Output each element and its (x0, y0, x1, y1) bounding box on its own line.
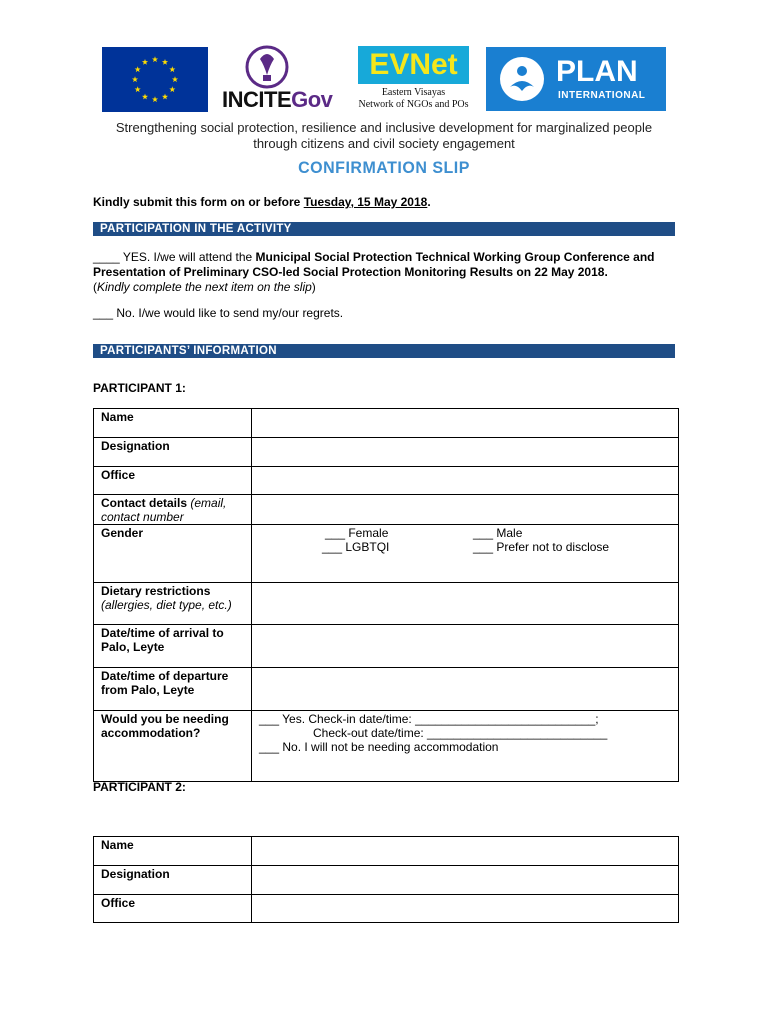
gender-options (252, 525, 679, 583)
eu-star-icon (142, 94, 148, 100)
office-field[interactable] (252, 895, 679, 923)
eu-star-icon (172, 76, 178, 82)
table-row (94, 866, 679, 895)
eu-star-icon (142, 59, 148, 65)
eu-star-icon (162, 59, 168, 65)
gender-label: Gender (94, 525, 252, 583)
arrival-label: Date/time of arrival to Palo, Leyte (94, 625, 252, 668)
dietary-field[interactable] (252, 583, 679, 625)
eu-star-icon (169, 66, 175, 72)
contact-label: Contact details (email, contact number (94, 495, 252, 525)
eu-stars-icon (102, 47, 208, 112)
table-row (94, 438, 679, 467)
accommodation-no-option[interactable]: ___ No. I will not be needing accommodation (259, 740, 499, 754)
office-field[interactable] (252, 467, 679, 495)
evnet-wordmark: EVNet (369, 48, 458, 81)
section-header-participation: PARTICIPATION IN THE ACTIVITY (93, 222, 675, 236)
arrival-field[interactable] (252, 625, 679, 668)
contact-field[interactable] (252, 495, 679, 525)
gender-female-option[interactable]: ___ Female (325, 526, 389, 540)
table-row (94, 467, 679, 495)
eu-star-icon (132, 76, 138, 82)
name-label: Name (94, 409, 252, 438)
incitegov-logo (222, 45, 342, 115)
submission-deadline: Kindly submit this form on or before Tuesday, 15 May 2018. (93, 195, 431, 209)
table-row (94, 495, 679, 525)
gender-lgbtqi-option[interactable]: ___ LGBTQI (322, 540, 390, 554)
name-label: Name (94, 837, 252, 866)
table-row (94, 525, 679, 583)
dietary-label: Dietary restrictions (allergies, diet type, etc.) (94, 583, 252, 625)
section-header-participants: PARTICIPANTS’ INFORMATION (93, 344, 675, 358)
eu-flag-logo (102, 47, 208, 112)
participant-2-heading: PARTICIPANT 2: (93, 780, 186, 794)
plan-wordmark: PLAN (556, 55, 638, 88)
departure-field[interactable] (252, 668, 679, 711)
eu-star-icon (162, 94, 168, 100)
designation-field[interactable] (252, 866, 679, 895)
evnet-logo (358, 46, 469, 114)
table-row (94, 711, 679, 782)
participant-2-table (93, 836, 679, 923)
eu-star-icon (152, 56, 158, 62)
table-row (94, 583, 679, 625)
attend-yes-option: ____ YES. I/we will attend the Municipal Social Protection Technical Working Group Conference and Presentation of Preliminary CSO-led Social Protection Monitoring Results on 22 May 2018. (Kindly complete the next item on the slip) (93, 250, 655, 294)
designation-label: Designation (94, 438, 252, 467)
designation-field[interactable] (252, 438, 679, 467)
page-title: CONFIRMATION SLIP (298, 159, 470, 178)
project-tagline: Strengthening social protection, resilience and inclusive development for marginalized people through citizens and civil society engagement (115, 120, 653, 151)
gender-male-option[interactable]: ___ Male (473, 526, 523, 540)
departure-label: Date/time of departure from Palo, Leyte (94, 668, 252, 711)
plan-subtitle: INTERNATIONAL (558, 90, 646, 101)
name-field[interactable] (252, 409, 679, 438)
table-row (94, 895, 679, 923)
table-row (94, 625, 679, 668)
gender-prefer-not-option[interactable]: ___ Prefer not to disclose (473, 540, 610, 554)
office-label: Office (94, 467, 252, 495)
accommodation-checkout-line[interactable]: Check-out date/time: ___________________________ (313, 726, 608, 740)
eu-star-icon (135, 86, 141, 92)
participant-1-heading: PARTICIPANT 1: (93, 381, 186, 395)
accommodation-label: Would you be needing accommodation? (94, 711, 252, 782)
designation-label: Designation (94, 866, 252, 895)
evnet-subtitle-1: Eastern Visayas (381, 87, 446, 98)
plan-international-logo (486, 47, 666, 111)
torch-icon (222, 45, 342, 89)
evnet-subtitle-2: Network of NGOs and POs (358, 99, 469, 110)
accommodation-yes-option[interactable]: ___ Yes. Check-in date/time: ___________________________; (259, 712, 599, 726)
attend-no-option: ___ No. I/we would like to send my/our regrets. (93, 306, 344, 320)
participant-1-table (93, 408, 679, 782)
table-row (94, 837, 679, 866)
deadline-date: Tuesday, 15 May 2018 (303, 195, 428, 209)
name-field[interactable] (252, 837, 679, 866)
table-row (94, 668, 679, 711)
office-label: Office (94, 895, 252, 923)
table-row (94, 409, 679, 438)
plan-person-icon (500, 57, 544, 101)
incitegov-wordmark: INCITEGov (222, 87, 333, 112)
accommodation-options (252, 711, 679, 782)
eu-star-icon (152, 96, 158, 102)
eu-star-icon (169, 86, 175, 92)
eu-star-icon (135, 66, 141, 72)
